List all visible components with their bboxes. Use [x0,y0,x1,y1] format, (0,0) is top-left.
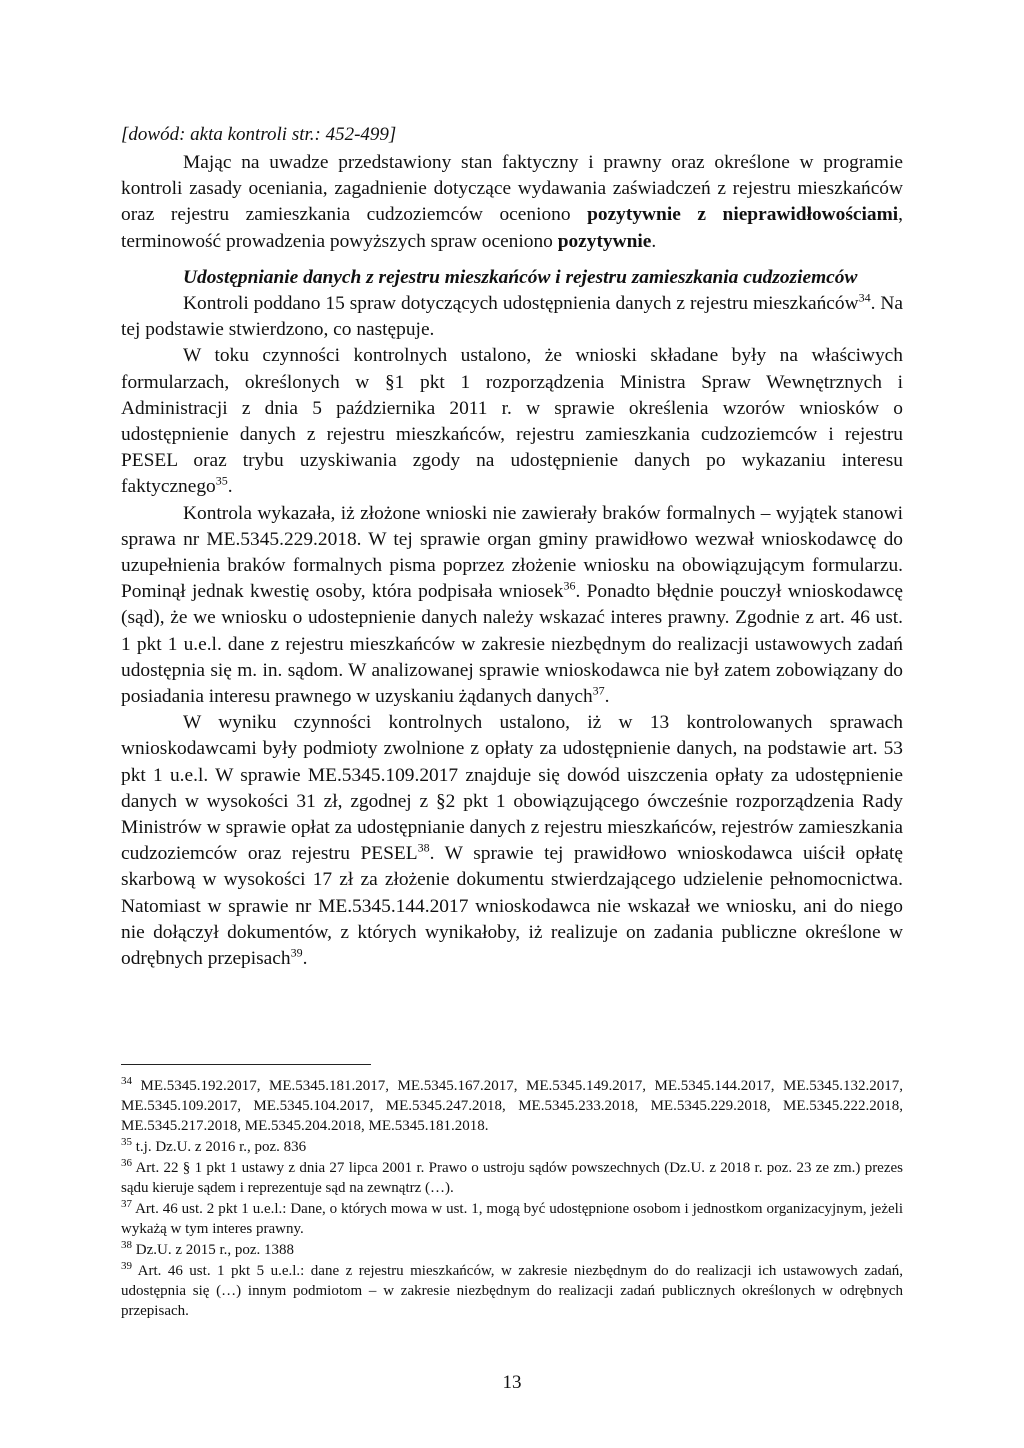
paragraph-text: . [302,948,308,970]
section-heading: Udostępnianie danych z rejestru mieszkańców i rejestru zamieszkania cudzoziemców [183,266,858,288]
footnote-text: ME.5345.192.2017, ME.5345.181.2017, ME.5345.167.2017, ME.5345.149.2017, ME.5345.144.2017, ME.5345.132.2017, ME.5345.109.2017, ME.5345.104.2017, ME.5345.247.2018, ME.5345.233.2018, ME.5345.229.2018, ME.5345.222.2018, ME.5345.217.2018, ME.5345.204.2018, ME.5345.181.2018. [121,1078,903,1134]
paragraph-text: W wyniku czynności kontrolnych ustalono, iż w 13 kontrolowanych sprawach wnioskodawcami były podmioty zwolnione z opłaty za udostępnienie danych, na podstawie art. 53 pkt 1 u.e.l. W sprawie ME.5345.109.2017 znajduje się dowód uiszczenia opłaty za udostępnienie danych w wysokości 31 zł, zgodnej z §2 pkt 1 obowiązującego ówcześnie rozporządzenia Rady Ministrów w sprawie opłat za udostępnianie danych z rejestru mieszkańców, rejestrów zamieszkania cudzoziemców oraz rejestru PESEL [121,712,903,865]
bold-rating: pozytywnie [557,230,652,252]
footnote-number: 35 [121,1136,132,1148]
paragraph-text: Kontroli poddano 15 spraw dotyczących udostępnienia danych z rejestru mieszkańców [183,293,859,315]
paragraph-text: . [227,476,233,498]
footnote-text: Art. 22 § 1 pkt 1 ustawy z dnia 27 lipca 2001 r. Prawo o ustroju sądów powszechnych (Dz.U. z 2018 r. poz. 23 ze zm.) prezes sądu kieruje sądem i reprezentuje sąd na zewnątrz (…). [121,1160,903,1196]
paragraph-text: W toku czynności kontrolnych ustalono, że wnioski składane były na właściwych formularzach, określonych w §1 pkt 1 rozporządzenia Ministra Spraw Wewnętrznych i Administracji z dnia 5 października 2011 r. w sprawie określenia wzorów wniosków o udostępnienie danych z rejestru mieszkańców, rejestru zamieszkania cudzoziemców i rejestru PESEL oraz trybu uzyskiwania zgody na udostępnienie danych po wykazaniu interesu faktycznego [121,345,903,498]
footnote [121,1199,903,1239]
paragraph-text: , terminowość prowadzenia powyższych spraw oceniono [121,204,903,252]
footnote-ref: 35 [215,473,228,488]
paragraph-fees [121,710,903,972]
footnotes [121,1076,903,1322]
paragraph-text: Kontrola wykazała, iż złożone wnioski nie zawierały braków formalnych – wyjątek stanowi sprawa nr ME.5345.229.2018. W tej sprawie organ gminy prawidłowo wezwał wnioskodawcę do uzupełnienia braków formalnych pisma poprzez złożenie wniosku na obowiązującym formularzu. Pominął jednak kwestię osoby, która podpisała wniosek [121,502,903,603]
paragraph-text: . W sprawie tej prawidłowo wnioskodawca uiścił opłatę skarbową w wysokości 17 zł za złożenie dokumentu stwierdzającego udzielenie pełnomocnictwa. Natomiast w sprawie nr ME.5345.144.2017 wnioskodawca nie wskazał we wniosku, ani do niego nie dołączył dokumentów, z których wynikałoby, iż realizuje on zadania publiczne określone w odrębnych przepisach [121,843,903,970]
footnote [121,1076,903,1136]
paragraph-scope [121,291,903,343]
footnote-text: t.j. Dz.U. z 2016 r., poz. 836 [132,1139,307,1155]
footnote [121,1158,903,1198]
evidence-reference: [dowód: akta kontroli str.: 452-499] [121,124,397,145]
footnote-separator [121,1064,371,1065]
paragraph-text: Mając na uwadze przedstawiony stan faktyczny i prawny oraz określone w programie kontroli zasady oceniania, zagadnienie dotyczące wydawania zaświadczeń z rejestru mieszkańców oraz rejestru zamieszkania cudzoziemców oceniono [121,152,903,226]
footnote-number: 37 [121,1198,132,1210]
paragraph-text: . Na tej podstawie stwierdzono, co następuje. [121,293,903,341]
paragraph-forms [121,343,903,500]
footnote-ref: 34 [858,290,871,305]
paragraph-text: . [651,230,657,252]
footnote-ref: 37 [592,683,605,698]
footnote [121,1240,903,1260]
footnote [121,1137,903,1157]
footnote [121,1261,903,1321]
footnote-ref: 39 [290,945,303,960]
footnote-number: 34 [121,1075,132,1087]
footnote-number: 39 [121,1260,132,1272]
footnote-number: 36 [121,1157,132,1169]
main-text [121,122,903,972]
footnote-ref: 38 [417,840,430,855]
footnote-text: Art. 46 ust. 1 pkt 5 u.e.l.: dane z rejestru mieszkańców, w zakresie niezbędnym do do realizacji ich ustawowych zadań, udostępnia się (…) innym podmiotom – w zakresie niezbędnym do realizacji zadań publicznych określonych w odrębnych przepisach. [121,1263,903,1319]
page-number: 13 [502,1372,522,1393]
footnote-text: Dz.U. z 2015 r., poz. 1388 [132,1242,295,1258]
footnote-text: Art. 46 ust. 2 pkt 1 u.e.l.: Dane, o których mowa w ust. 1, mogą być udostępnione osobom i jednostkom organizacyjnym, jeżeli wykażą w tym interes prawny. [121,1201,903,1237]
footnote-ref: 36 [563,578,576,593]
paragraph-formal-defects [121,501,903,711]
paragraph-assessment [121,150,903,255]
footnote-number: 38 [121,1239,132,1251]
bold-rating: pozytywnie z nieprawidłowościami [587,204,899,226]
paragraph-text: . [604,686,610,708]
paragraph-text: . Ponadto błędnie pouczył wnioskodawcę (sąd), że we wniosku o udostepnienie danych należy wskazać interes prawny. Zgodnie z art. 46 ust. 1 pkt 1 u.e.l. dane z rejestru mieszkańców w zakresie niezbędnym do realizacji ustawowych zadań udostępnia się m. in. sądom. W analizowanej sprawie wnioskodawca nie był zatem zobowiązany do posiadania interesu prawnego w uzyskaniu żądanych danych [121,581,903,708]
